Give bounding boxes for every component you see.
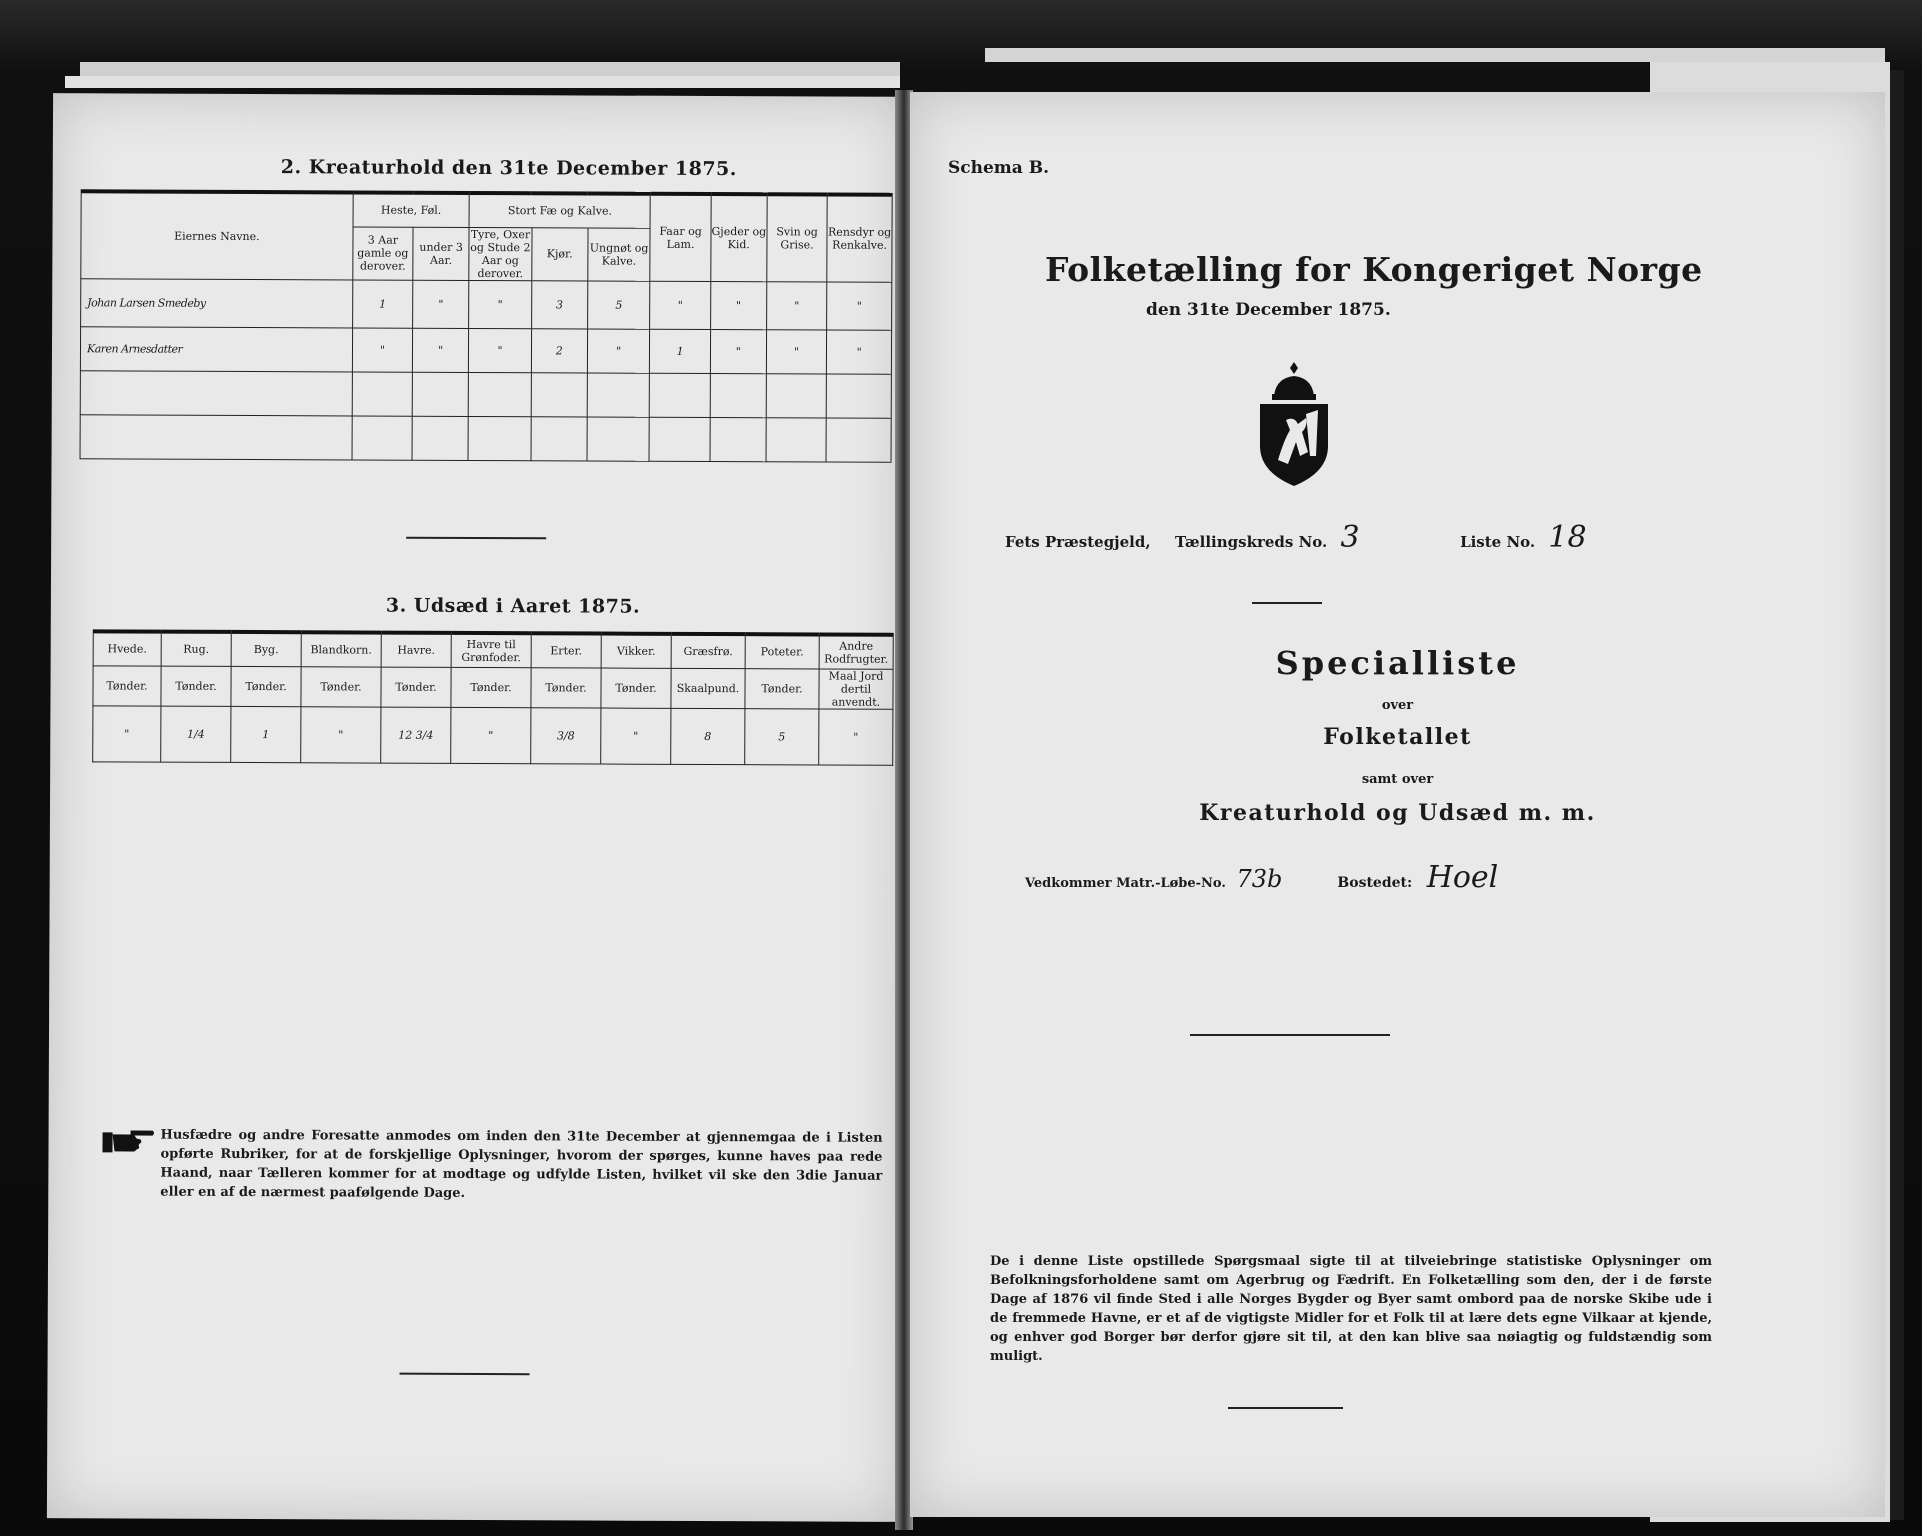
cell: 1 bbox=[650, 329, 711, 373]
unit: Skaalpund. bbox=[671, 668, 745, 708]
matr-line bbox=[1025, 860, 1498, 895]
cell: " bbox=[710, 329, 766, 373]
kreaturhold-heading: Kreaturhold og Udsæd m. m. bbox=[1199, 800, 1596, 826]
divider bbox=[400, 1373, 530, 1375]
cell: " bbox=[710, 281, 766, 329]
cell: 1/4 bbox=[161, 706, 231, 762]
norwegian-crest-icon bbox=[1248, 360, 1340, 490]
cell: " bbox=[587, 328, 650, 372]
cell: " bbox=[451, 707, 531, 763]
kreaturhold-title: 2. Kreaturhold den 31te December 1875. bbox=[280, 156, 737, 181]
pointing-hand-icon bbox=[100, 1126, 156, 1156]
specialliste-heading: Specialliste bbox=[1275, 644, 1520, 682]
unit: Tønder. bbox=[231, 666, 301, 706]
unit: Tønder. bbox=[601, 668, 671, 708]
cell: 5 bbox=[587, 280, 650, 328]
divider bbox=[1252, 602, 1322, 604]
over-label: over bbox=[1381, 698, 1414, 713]
cell: " bbox=[301, 706, 381, 762]
samt-over-label: samt over bbox=[1361, 772, 1434, 787]
divider bbox=[1190, 1034, 1390, 1036]
bosted-value: Hoel bbox=[1426, 860, 1499, 895]
unit: Tønder. bbox=[93, 665, 161, 705]
col-rensdyr: Rensdyr og Renkalve. bbox=[827, 195, 892, 282]
cell: 12 3/4 bbox=[381, 707, 451, 763]
cell: " bbox=[766, 281, 827, 329]
col-havre: Havre. bbox=[381, 633, 451, 667]
cell: " bbox=[469, 328, 532, 372]
right-page bbox=[910, 92, 1885, 1517]
cell: " bbox=[413, 328, 469, 372]
cell: " bbox=[650, 281, 711, 329]
unit: Tønder. bbox=[531, 667, 601, 707]
unit: Tønder. bbox=[745, 668, 819, 708]
sheet-edge bbox=[1890, 70, 1904, 1520]
table-row bbox=[80, 326, 891, 374]
owner-name: Johan Larsen Smedeby bbox=[81, 278, 353, 327]
cell: " bbox=[413, 280, 469, 328]
liste-value: 18 bbox=[1548, 520, 1587, 555]
col-stort-a: Tyre, Oxer og Stude 2 Aar og derover. bbox=[470, 227, 531, 280]
col-owner: Eiernes Navne. bbox=[81, 191, 353, 279]
cell: " bbox=[827, 330, 892, 374]
cell: 2 bbox=[531, 328, 587, 372]
unit: Tønder. bbox=[451, 667, 531, 707]
cell: 3/8 bbox=[531, 707, 601, 763]
cell: 3 bbox=[531, 280, 587, 328]
col-byg: Byg. bbox=[231, 632, 301, 666]
col-gjeder: Gjeder og Kid. bbox=[711, 194, 767, 281]
table-row bbox=[80, 370, 891, 418]
sheet-edge bbox=[65, 76, 900, 88]
cell: 1 bbox=[231, 706, 301, 762]
cell: " bbox=[766, 329, 827, 373]
cell: " bbox=[93, 705, 161, 761]
cell: " bbox=[601, 708, 671, 764]
col-heste-b: under 3 Aar. bbox=[413, 227, 469, 280]
udsaed-table bbox=[92, 629, 894, 765]
col-havre-gronfoder: Havre til Grønfoder. bbox=[451, 633, 531, 667]
col-rug: Rug. bbox=[161, 632, 231, 666]
schema-label: Schema B. bbox=[948, 158, 1050, 178]
col-vikker: Vikker. bbox=[601, 634, 671, 668]
col-poteter: Poteter. bbox=[745, 634, 819, 668]
matr-label: Vedkommer Matr.-Løbe-No. bbox=[1025, 876, 1226, 891]
col-hvede: Hvede. bbox=[93, 631, 161, 665]
col-svin: Svin og Grise. bbox=[767, 194, 828, 281]
kreds-value: 3 bbox=[1340, 520, 1360, 555]
col-blandkorn: Blandkorn. bbox=[301, 632, 381, 666]
unit: Tønder. bbox=[301, 666, 381, 706]
left-page bbox=[47, 93, 905, 1522]
liste-label: Liste No. bbox=[1460, 533, 1536, 551]
kreds-label: Tællingskreds No. bbox=[1175, 533, 1328, 551]
kreaturhold-table bbox=[80, 189, 893, 462]
cell: " bbox=[827, 282, 892, 330]
notice-text: Husfædre og andre Foresatte anmodes om inden den 31te December at gjennemgaa de i Listen opførte Rubriker, for at de forskjellige Oplysninger, hvorom der spørges, kunne haves paa rede Haand, naar Tælleren kommer for at modtage og udfylde Listen, hvilket vil ske den 3die Januar eller en af de nærmest paafølgende Dage. bbox=[160, 1127, 883, 1201]
main-title: Folketælling for Kongeriget Norge bbox=[1045, 250, 1703, 289]
col-graesfro: Græsfrø. bbox=[671, 634, 745, 668]
folketallet-heading: Folketallet bbox=[1323, 724, 1472, 750]
prestegjeld-label: Fets Præstegjeld, bbox=[1005, 533, 1151, 551]
cell: 8 bbox=[671, 708, 745, 764]
bosted-label: Bostedet: bbox=[1337, 875, 1413, 891]
col-faar: Faar og Lam. bbox=[650, 194, 711, 281]
cell: " bbox=[819, 708, 893, 764]
matr-value: 73b bbox=[1236, 865, 1283, 893]
divider bbox=[406, 537, 546, 539]
divider bbox=[1228, 1407, 1343, 1409]
cell: " bbox=[469, 280, 532, 328]
col-erter: Erter. bbox=[531, 633, 601, 667]
col-heste-a: 3 Aar gamle og derover. bbox=[353, 226, 414, 279]
col-stort-b: Kjør. bbox=[532, 227, 588, 280]
col-stort: Stort Fæ og Kalve. bbox=[469, 193, 650, 228]
table-row bbox=[80, 414, 891, 462]
col-stort-c: Ungnøt og Kalve. bbox=[588, 227, 651, 280]
intro-paragraph: De i denne Liste opstillede Spørgsmaal sigte til at tilveiebringe statistiske Oplysninger om Befolkningsforholdene samt om Agerbrug og Fædrift. En Folketælling som den, der i de første Dage af 1876 vil finde Sted i alle Norges Bygder og Byer samt ombord paa de norske Skibe ude i de fremmede Havne, er et af de vigtigste Midler for et Folk til at lære dets egne Vilkaar at kjende, og enhver god Borger bør derfor gjøre sit til, at den kan blive saa nøiagtig og fuldstændig som muligt. bbox=[990, 1254, 1712, 1364]
unit: Maal Jord dertil anvendt. bbox=[819, 668, 893, 708]
unit: Tønder. bbox=[381, 667, 451, 707]
table-row bbox=[93, 705, 893, 764]
owner-name: Karen Arnesdatter bbox=[80, 326, 352, 371]
sheet-edge bbox=[80, 62, 900, 76]
cell: 5 bbox=[745, 708, 819, 764]
udsaed-title: 3. Udsæd i Aaret 1875. bbox=[385, 594, 641, 618]
subtitle: den 31te December 1875. bbox=[1146, 300, 1391, 320]
sheet-edge bbox=[985, 48, 1885, 62]
table-row bbox=[81, 278, 892, 330]
col-andre: Andre Rodfrugter. bbox=[819, 634, 893, 668]
cell: " bbox=[352, 327, 413, 371]
cell: 1 bbox=[352, 279, 413, 327]
kreds-line bbox=[1005, 520, 1587, 555]
col-heste: Heste, Føl. bbox=[353, 192, 470, 227]
unit: Tønder. bbox=[161, 666, 231, 706]
